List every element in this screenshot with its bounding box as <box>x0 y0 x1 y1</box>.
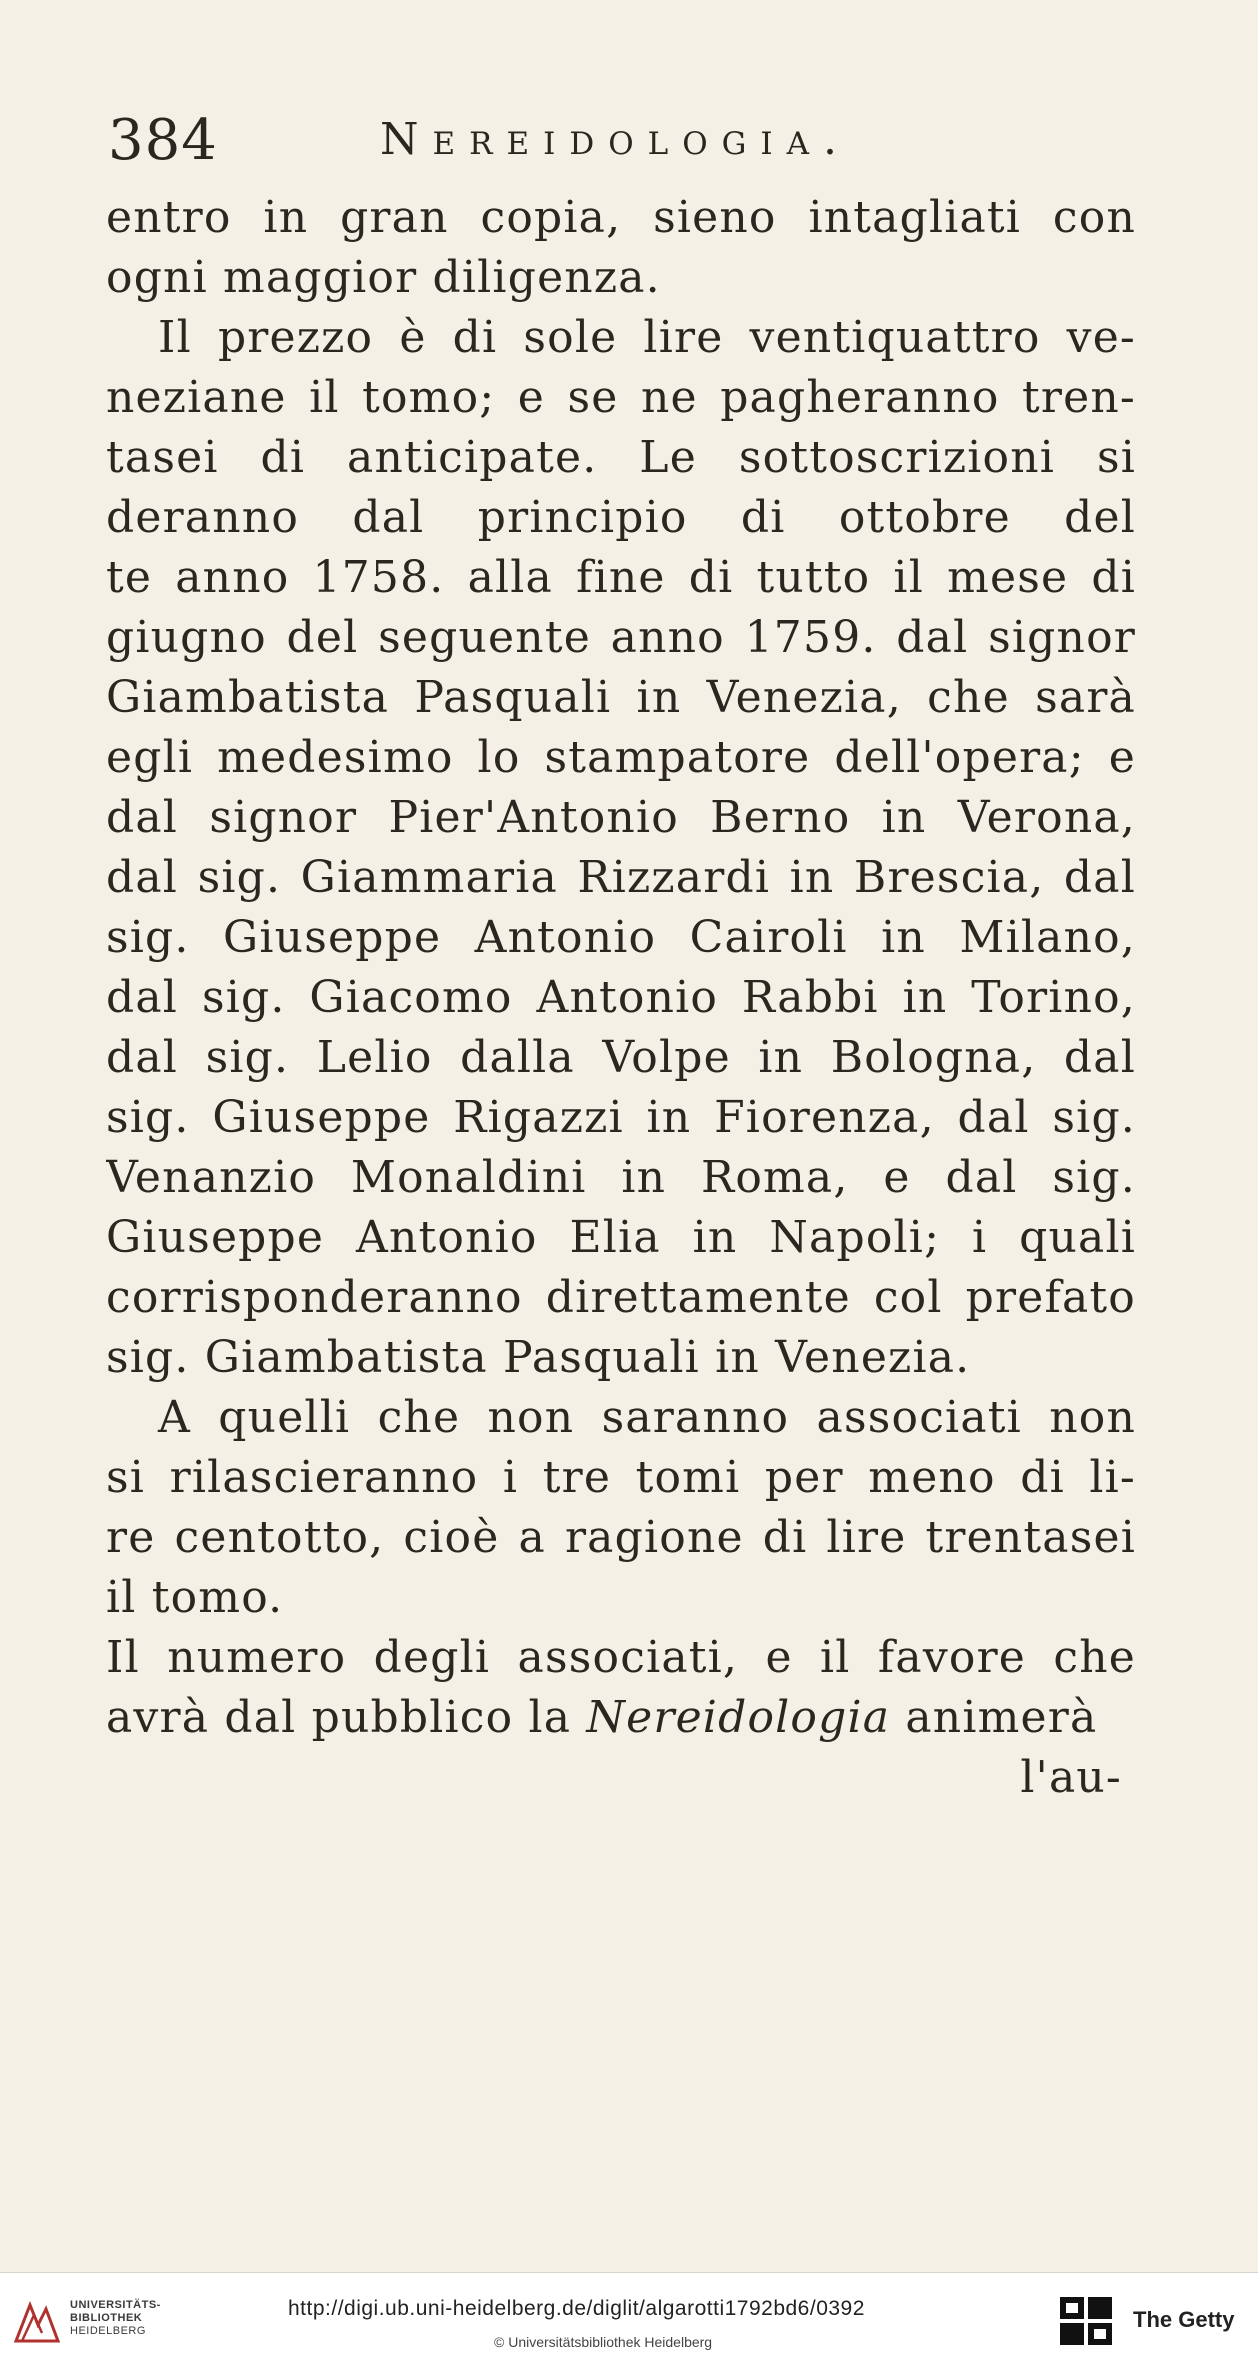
text-line: il tomo. <box>106 1572 284 1623</box>
text-line: deranno dal principio di ottobre del <box>106 492 1136 543</box>
text-line: giugno del seguente anno 1759. dal signor <box>106 612 1136 663</box>
text-line: dal sig. Giacomo Antonio Rabbi in Torino, <box>106 972 1136 1023</box>
text-line: Giuseppe Antonio Elia in Napoli; i quali <box>106 1212 1136 1263</box>
text-line: Il numero degli associati, e il favore che <box>106 1632 1136 1683</box>
text-line: sig. Giuseppe Rigazzi in Fiorenza, dal sig. <box>106 1092 1136 1143</box>
text-line: tasei di anticipate. Le sottoscrizioni si <box>106 432 1136 483</box>
text-line: te anno 1758. alla fine di tutto il mese di <box>106 552 1136 603</box>
text-line: sig. Giambatista Pasquali in Venezia. <box>106 1332 971 1383</box>
partner-name: The Getty <box>1133 2307 1235 2332</box>
text-line: corrisponderanno direttamente col prefato <box>106 1272 1136 1323</box>
text-line: sig. Giuseppe Antonio Cairoli in Milano, <box>106 912 1136 963</box>
text-line: re centotto, cioè a ragione di lire trentasei <box>106 1512 1136 1563</box>
text-line: Il prezzo è di sole lire ventiquattro ve- <box>158 312 1136 363</box>
body-text <box>106 188 1136 1808</box>
text-segment: avrà dal pubblico la <box>106 1692 587 1743</box>
digitization-footer <box>0 2272 1258 2364</box>
text-line: Venanzio Monaldini in Roma, e dal sig. <box>106 1152 1136 1203</box>
text-line: dal sig. Giammaria Rizzardi in Brescia, dal <box>106 852 1136 903</box>
text-line: si rilascieranno i tre tomi per meno di li- <box>106 1452 1136 1503</box>
copyright-notice: © Universitätsbibliothek Heidelberg <box>494 2334 713 2350</box>
text-line: entro in gran copia, sieno intagliati con <box>106 192 1136 243</box>
catchword: l'au- <box>1020 1752 1122 1803</box>
text-line: Giambatista Pasquali in Venezia, che sarà <box>106 672 1136 723</box>
book-title-italic: Nereidologia <box>586 1692 891 1743</box>
running-head <box>108 108 1128 178</box>
library-name: UNIVERSITÄTS- BIBLIOTHEK HEIDELBERG <box>70 2299 161 2337</box>
permalink-url[interactable]: http://digi.ub.uni-heidelberg.de/diglit/algarotti1792bd6/0392 <box>288 2297 865 2320</box>
running-title: Nereidologia. <box>380 114 851 165</box>
text-line: neziane il tomo; e se ne pagheranno tren- <box>106 372 1136 423</box>
text-line: dal signor Pier'Antonio Berno in Verona, <box>106 792 1136 843</box>
text-line-with-title <box>106 1688 1136 1748</box>
page-number: 384 <box>108 108 218 173</box>
text-line: ogni maggior diligenza. <box>106 252 661 303</box>
text-line: A quelli che non saranno associati non <box>158 1392 1136 1443</box>
university-library-logo-icon <box>12 2295 62 2345</box>
text-segment: animerà <box>890 1692 1098 1743</box>
text-line: dal sig. Lelio dalla Volpe in Bologna, dal <box>106 1032 1136 1083</box>
text-line: egli medesimo lo stampatore dell'opera; e <box>106 732 1136 783</box>
getty-logo-icon <box>1058 2293 1114 2349</box>
